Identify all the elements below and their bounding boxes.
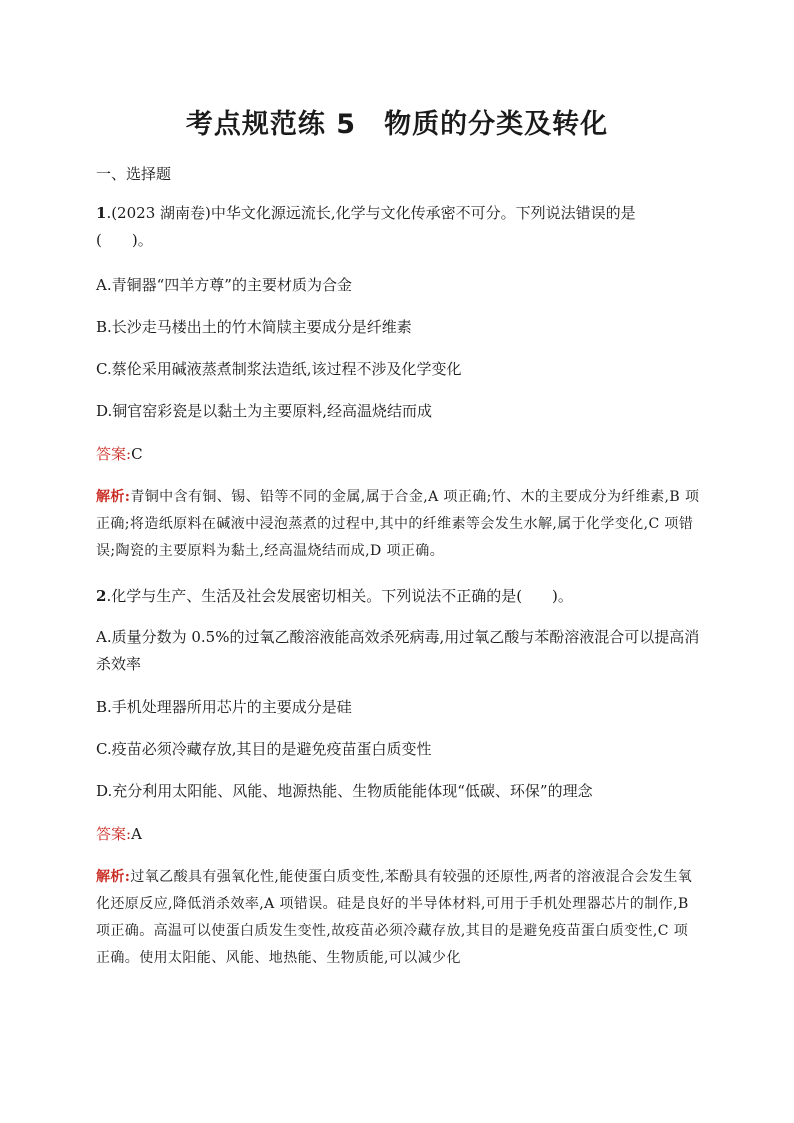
explanation-text: 青铜中含有铜、锡、铅等不同的金属,属于合金,A 项正确;竹、木的主要成分为纤维素,B 项正确;将造纸原料在碱液中浸泡蒸煮的过程中,其中的纤维素等会发生水解,属于化学变化,C 项错误;陶瓷的主要原料为黏土,经高温烧结而成,D 项正确。 [96, 489, 700, 559]
question-blank: ( )。 [96, 231, 153, 249]
question-number: 2 [96, 587, 107, 605]
q2-option-d: D.充分利用太阳能、风能、地源热能、生物质能能体现“低碳、环保”的理念 [96, 782, 593, 800]
page-title: 考点规范练 5 物质的分类及转化 [185, 109, 609, 140]
question-number: 1 [96, 204, 107, 222]
q2-option-a: A.质量分数为 0.5%的过氧乙酸溶液能高效杀死病毒,用过氧乙酸与苯酚溶液混合可以提高消杀效率 [96, 628, 700, 673]
answer-value: C [131, 445, 143, 463]
q2-option-b: B.手机处理器所用芯片的主要成分是硅 [96, 698, 352, 716]
q1-option-c: C.蔡伦采用碱液蒸煮制浆法造纸,该过程不涉及化学变化 [96, 360, 462, 378]
q1-option-a: A.青铜器“四羊方尊”的主要材质为合金 [96, 276, 352, 294]
answer-label: 答案: [96, 825, 132, 843]
explanation-text: 过氧乙酸具有强氧化性,能使蛋白质变性,苯酚具有较强的还原性,两者的溶液混合会发生氧化还原反应,降低消杀效率,A 项错误。硅是良好的半导体材料,可用于手机处理器芯片的制作,B 项正确。高温可以使蛋白质发生变性,故疫苗必须冷藏存放,其目的是避免疫苗蛋白质变性,C 项正确。使用太阳能、风能、地热能、生物质能,可以减少化 [96, 869, 693, 966]
q1-option-b: B.长沙走马楼出土的竹木简牍主要成分是纤维素 [96, 318, 412, 336]
question-text: .化学与生产、生活及社会发展密切相关。下列说法不正确的是( )。 [106, 587, 573, 605]
q1-option-d: D.铜官窑彩瓷是以黏土为主要原料,经高温烧结而成 [96, 402, 433, 420]
q2-option-c: C.疫苗必须冷藏存放,其目的是避免疫苗蛋白质变性 [96, 740, 432, 758]
q2-explanation [96, 864, 701, 972]
question-text: .(2023 湖南卷)中华文化源远流长,化学与文化传承密不可分。下列说法错误的是 [106, 204, 636, 222]
answer-value: A [131, 825, 142, 843]
explanation-label: 解析: [96, 489, 131, 505]
explanation-label: 解析: [96, 869, 131, 885]
question-1 [96, 200, 701, 254]
question-2 [96, 583, 701, 610]
section-heading: 一、选择题 [96, 165, 172, 183]
q1-answer [96, 441, 701, 468]
answer-label: 答案: [96, 445, 132, 463]
q2-answer [96, 821, 701, 848]
q1-explanation [96, 484, 701, 565]
